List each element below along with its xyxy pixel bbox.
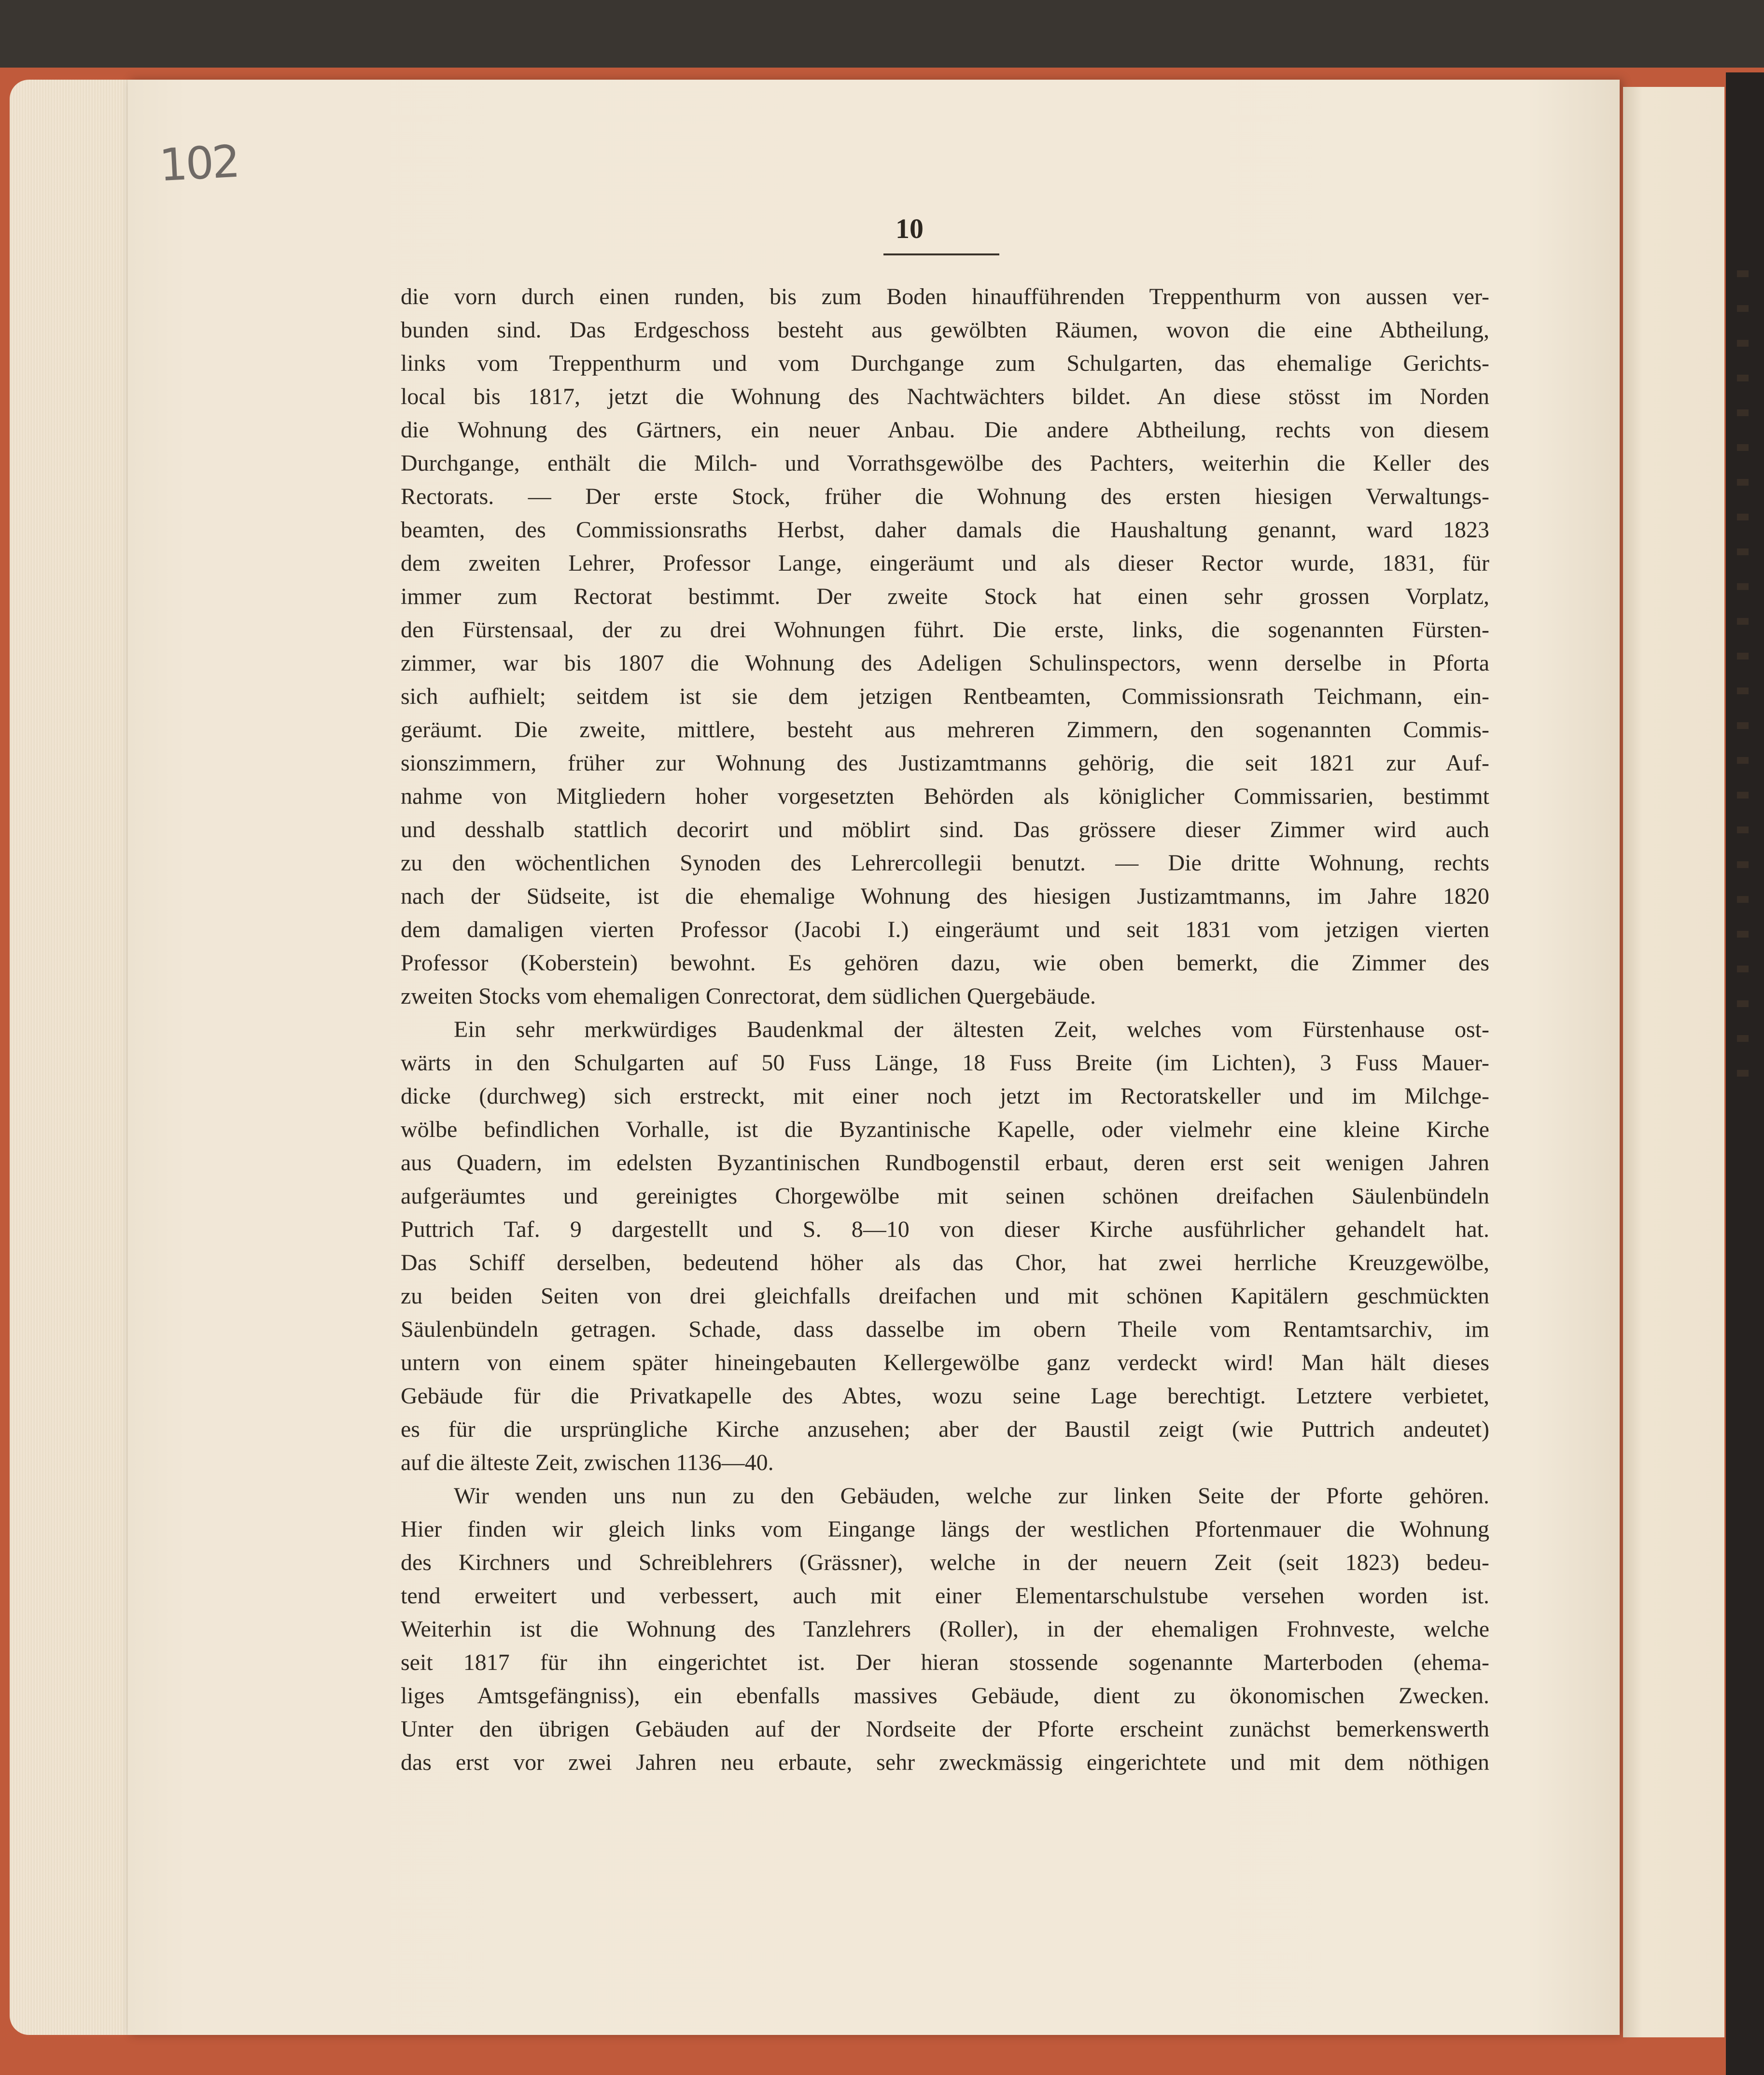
text-line: tend erweitert und verbessert, auch mit einer Elementarschulstube versehen worden ist.	[401, 1583, 1489, 1609]
text-line: sich aufhielt; seitdem ist sie dem jetzigen Rentbeamten, Commissionsrath Teichmann, ein-	[401, 684, 1489, 709]
text-line: auf die älteste Zeit, zwischen 1136—40.	[401, 1450, 774, 1475]
text-line: Rectorats. — Der erste Stock, früher die Wohnung des ersten hiesigen Verwaltungs-	[401, 484, 1489, 509]
body-text	[401, 280, 1489, 1779]
text-line: wärts in den Schulgarten auf 50 Fuss Länge, 18 Fuss Breite (im Lichten), 3 Fuss Mauer-	[401, 1050, 1489, 1076]
text-line: nach der Südseite, ist die ehemalige Wohnung des hiesigen Justizamtmanns, im Jahre 1820	[401, 883, 1489, 909]
text-line: Wir wenden uns nun zu den Gebäuden, welche zur linken Seite der Pforte gehören.	[454, 1483, 1489, 1509]
text-line: Durchgange, enthält die Milch- und Vorrathsgewölbe des Pachters, weiterhin die Keller des	[401, 450, 1489, 476]
page-number-rule	[883, 253, 999, 255]
text-line: beamten, des Commissionsraths Herbst, daher damals die Haushaltung genannt, ward 1823	[401, 517, 1489, 543]
scanner-background-top	[0, 0, 1764, 72]
text-line: Gebäude für die Privatkapelle des Abtes, wozu seine Lage berechtigt. Letztere verbietet,	[401, 1383, 1489, 1409]
text-line: dem zweiten Lehrer, Professor Lange, eingeräumt und als dieser Rector wurde, 1831, für	[401, 550, 1489, 576]
text-line: dem damaligen vierten Professor (Jacobi I.) eingeräumt und seit 1831 vom jetzigen vierten	[401, 917, 1489, 942]
text-line: wölbe befindlichen Vorhalle, ist die Byzantinische Kapelle, oder vielmehr eine kleine Kirche	[401, 1117, 1489, 1142]
text-line: geräumt. Die zweite, mittlere, besteht aus mehreren Zimmern, den sogenannten Commis-	[401, 717, 1489, 743]
text-line: es für die ursprüngliche Kirche anzusehen; aber der Baustil zeigt (wie Puttrich andeutet)	[401, 1416, 1489, 1442]
text-line: Ein sehr merkwürdiges Baudenkmal der ältesten Zeit, welches vom Fürstenhause ost-	[454, 1017, 1489, 1042]
page-number: 10	[896, 213, 924, 244]
text-line: nahme von Mitgliedern hoher vorgesetzten Behörden als königlicher Commissarien, bestimmt	[401, 784, 1489, 809]
page-edges-left	[10, 80, 130, 2035]
text-line: dicke (durchweg) sich erstreckt, mit einer noch jetzt im Rectoratskeller und im Milchge-	[401, 1083, 1489, 1109]
text-line: Professor (Koberstein) bewohnt. Es gehören dazu, wie oben bemerkt, die Zimmer des	[401, 950, 1489, 976]
facing-page-edge	[1623, 87, 1724, 2037]
text-line: local bis 1817, jetzt die Wohnung des Nachtwächters bildet. An diese stösst im Norden	[401, 384, 1489, 409]
text-line: links vom Treppenthurm und vom Durchgange zum Schulgarten, das ehemalige Gerichts-	[401, 351, 1489, 376]
text-line: die Wohnung des Gärtners, ein neuer Anbau. Die andere Abtheilung, rechts von diesem	[401, 417, 1489, 443]
text-line: aufgeräumtes und gereinigtes Chorgewölbe mit seinen schönen dreifachen Säulenbündeln	[401, 1183, 1489, 1209]
text-line: Puttrich Taf. 9 dargestellt und S. 8—10 von dieser Kirche ausführlicher gehandelt hat.	[401, 1217, 1489, 1242]
text-line: zu den wöchentlichen Synoden des Lehrercollegii benutzt. — Die dritte Wohnung, rechts	[401, 850, 1489, 876]
text-line: sionszimmern, früher zur Wohnung des Justizamtmanns gehörig, die seit 1821 zur Auf-	[401, 750, 1489, 776]
bleed-through-marks	[1733, 270, 1752, 1719]
text-line: zweiten Stocks vom ehemaligen Conrectorat, dem südlichen Quergebäude.	[401, 983, 1096, 1009]
text-line: bunden sind. Das Erdgeschoss besteht aus gewölbten Räumen, wovon die eine Abtheilung,	[401, 317, 1489, 343]
text-line: Säulenbündeln getragen. Schade, dass dasselbe im obern Theile vom Rentamtsarchiv, im	[401, 1317, 1489, 1342]
text-line: Das Schiff derselben, bedeutend höher als das Chor, hat zwei herrliche Kreuzgewölbe,	[401, 1250, 1489, 1276]
text-line: immer zum Rectorat bestimmt. Der zweite Stock hat einen sehr grossen Vorplatz,	[401, 584, 1489, 609]
text-line: das erst vor zwei Jahren neu erbaute, sehr zweckmässig eingerichtete und mit dem nöthigen	[401, 1750, 1489, 1775]
text-line: des Kirchners und Schreiblehrers (Grässner), welche in der neuern Zeit (seit 1823) bedeu-	[401, 1550, 1489, 1575]
handwritten-folio-number: 102	[158, 135, 240, 192]
text-line: Hier finden wir gleich links vom Eingange längs der westlichen Pfortenmauer die Wohnung	[401, 1516, 1489, 1542]
text-line: Unter den übrigen Gebäuden auf der Nordseite der Pforte erscheint zunächst bemerkenswerth	[401, 1716, 1489, 1742]
text-line: zimmer, war bis 1807 die Wohnung des Adeligen Schulinspectors, wenn derselbe in Pforta	[401, 650, 1489, 676]
text-line: aus Quadern, im edelsten Byzantinischen Rundbogenstil erbaut, deren erst seit wenigen Jahren	[401, 1150, 1489, 1176]
text-line: die vorn durch einen runden, bis zum Boden hinaufführenden Treppenthurm von aussen ver-	[401, 284, 1489, 309]
text-line: liges Amtsgefängniss), ein ebenfalls massives Gebäude, dient zu ökonomischen Zwecken.	[401, 1683, 1489, 1709]
text-line: seit 1817 für ihn eingerichtet ist. Der hieran stossende sogenannte Marterboden (ehema-	[401, 1650, 1489, 1675]
text-line: und desshalb stattlich decorirt und möblirt sind. Das grössere dieser Zimmer wird auch	[401, 817, 1489, 842]
text-line: den Fürstensaal, der zu drei Wohnungen führt. Die erste, links, die sogenannten Fürsten-	[401, 617, 1489, 643]
text-line: untern von einem später hineingebauten Kellergewölbe ganz verdeckt wird! Man hält dieses	[401, 1350, 1489, 1375]
text-line: zu beiden Seiten von drei gleichfalls dreifachen und mit schönen Kapitälern geschmückten	[401, 1283, 1489, 1309]
text-line: Weiterhin ist die Wohnung des Tanzlehrers (Roller), in der ehemaligen Frohnveste, welche	[401, 1616, 1489, 1642]
